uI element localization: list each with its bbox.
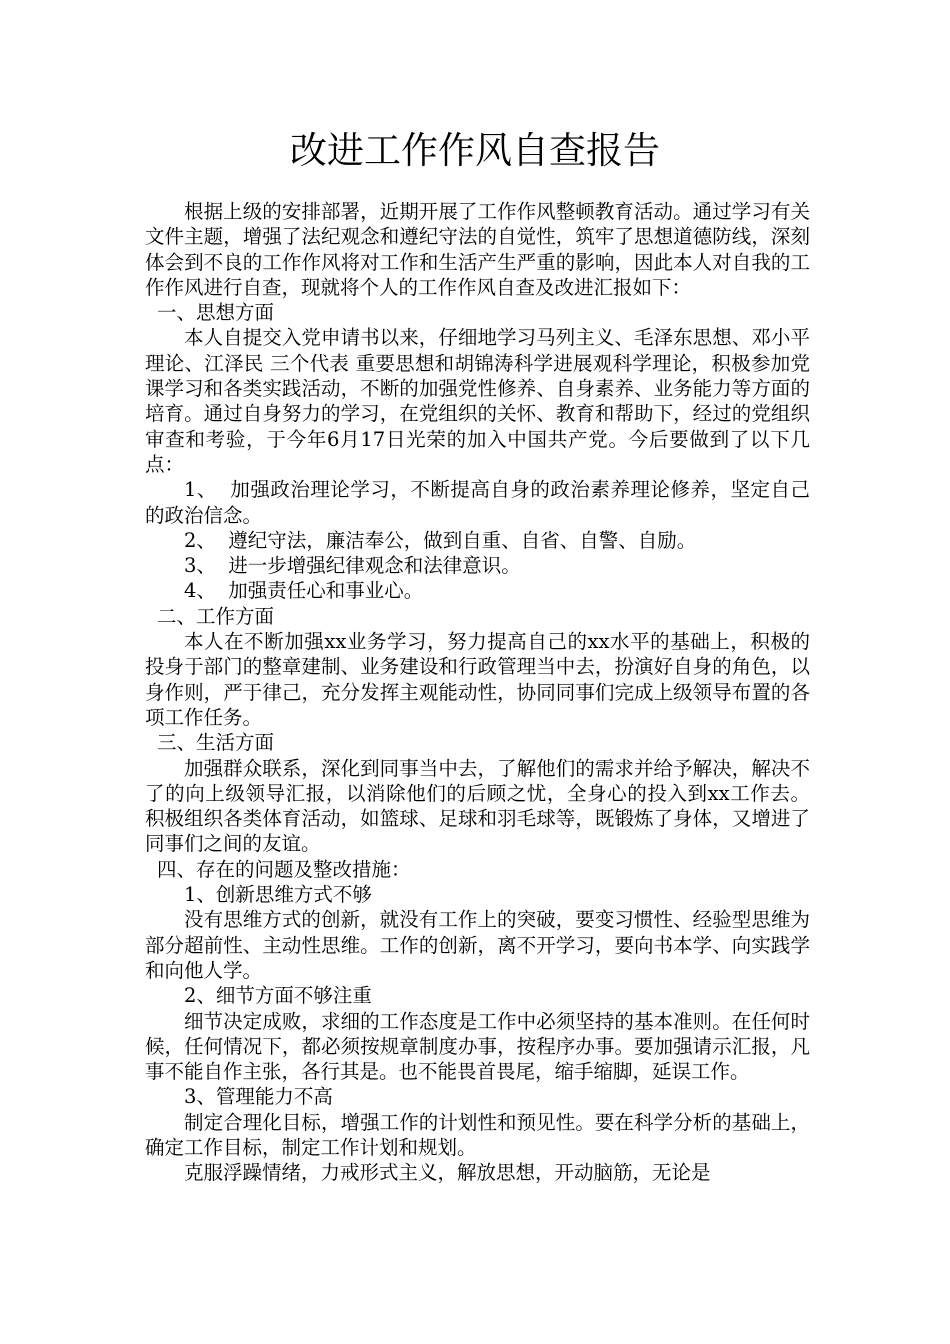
document-title: 改进工作作风自查报告 bbox=[290, 129, 660, 172]
section-heading: 一、思想方面 bbox=[157, 301, 275, 325]
list-item: 3、 进一步增强纪律观念和法律意识。 bbox=[184, 554, 521, 578]
document-body bbox=[145, 199, 810, 1186]
section-heading: 二、工作方面 bbox=[157, 604, 275, 628]
paragraph: 本人自提交入党申请书以来，仔细地学习马列主义、毛泽东思想、邓小平理论、江泽民 三个代表 重要思想和胡锦涛科学进展观科学理论，积极参加党课学习和各类实践活动，不断的加强党性修养、自身素养、业务能力等方面的培育。通过自身努力的学习，在党组织的关怀、教育和帮助下，经过的党组织审查和考验，于今年6月17日光荣的加入中国共产党。今后要做到了以下几点： bbox=[145, 326, 810, 476]
paragraph: 2、细节方面不够注重 bbox=[184, 984, 372, 1008]
section-heading: 三、生活方面 bbox=[157, 731, 275, 755]
paragraph: 本人在不断加强xx业务学习，努力提高自己的xx水平的基础上，积极的投身于部门的整章建制、业务建设和行政管理当中去，扮演好自身的角色，以身作则，严于律己，充分发挥主观能动性，协同同事们完成上级领导布置的各项工作任务。 bbox=[145, 630, 810, 729]
list-item: 4、 加强责任心和事业心。 bbox=[184, 579, 424, 603]
paragraph: 3、管理能力不高 bbox=[184, 1085, 333, 1109]
section-heading: 四、存在的问题及整改措施： bbox=[157, 857, 411, 881]
paragraph: 细节决定成败，求细的工作态度是工作中必须坚持的基本准则。在任何时候，任何情况下，都必须按规章制度办事，按程序办事。要加强请示汇报，凡事不能自作主张，各行其是。也不能畏首畏尾，缩手缩脚，延误工作。 bbox=[145, 1009, 810, 1084]
paragraph: 根据上级的安排部署，近期开展了工作作风整顿教育活动。通过学习有关文件主题，增强了法纪观念和遵纪守法的自觉性，筑牢了思想道德防线，深刻体会到不良的工作作风将对工作和生活产生严重的影响，因此本人对自我的工作作风进行自查，现就将个人的工作作风自查及改进汇报如下： bbox=[145, 200, 810, 299]
paragraph: 制定合理化目标，增强工作的计划性和预见性。要在科学分析的基础上，确定工作目标，制定工作计划和规划。 bbox=[145, 1110, 810, 1159]
paragraph: 加强群众联系，深化到同事当中去，了解他们的需求并给予解决，解决不了的向上级领导汇报，以消除他们的后顾之忧，全身心的投入到xx工作去。积极组织各类体育活动，如篮球、足球和羽毛球等，既锻炼了身体，又增进了同事们之间的友谊。 bbox=[145, 756, 810, 856]
paragraph: 1、创新思维方式不够 bbox=[184, 883, 372, 907]
paragraph: 没有思维方式的创新，就没有工作上的突破，要变习惯性、经验型思维为部分超前性、主动性思维。工作的创新，离不开学习，要向书本学、向实践学和向他人学。 bbox=[145, 908, 810, 982]
list-item: 1、 加强政治理论学习，不断提高自身的政治素养理论修养，坚定自己的政治信念。 bbox=[145, 478, 810, 527]
list-item: 2、 遵纪守法，廉洁奉公，做到自重、自省、自警、自励。 bbox=[184, 528, 697, 552]
paragraph: 克服浮躁情绪，力戒形式主义，解放思想，开动脑筋，无论是 bbox=[184, 1161, 711, 1185]
